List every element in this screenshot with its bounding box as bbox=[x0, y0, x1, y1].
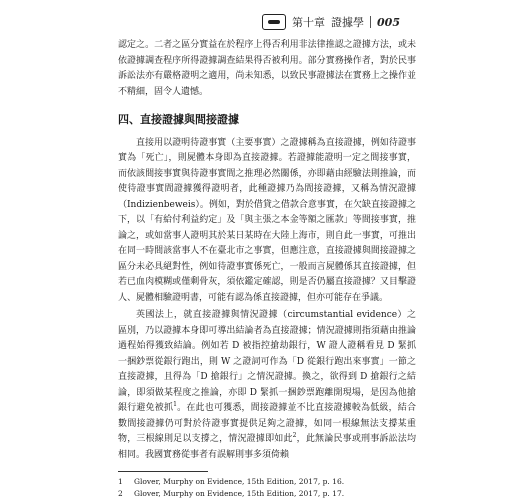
chapter-label: 第十章 bbox=[292, 16, 326, 29]
chapter-title: 證據學 bbox=[331, 16, 365, 29]
chapter-badge-icon bbox=[262, 14, 286, 30]
page-number: 005 bbox=[377, 15, 400, 29]
footnote-number: 2 bbox=[118, 489, 123, 498]
paragraph-3-text-b: 。在此也可獲悉，間接證據並不比直接證據較為低級，結合數間接證據仍可對於待證事實提供足夠之證據，如同一根線無法支撐某重物，三根線則足以支撐之，情況證據即如此 bbox=[118, 403, 416, 444]
footnote-divider bbox=[118, 471, 208, 472]
footnote-text: Glover, Murphy on Evidence, 15th Edition, 2017, p. 16. bbox=[134, 477, 345, 486]
footnote-1 bbox=[118, 476, 416, 488]
paragraph-3 bbox=[118, 308, 416, 463]
footnote-ref-1[interactable]: 1 bbox=[173, 401, 177, 408]
page-body bbox=[118, 38, 416, 500]
paragraph-1: 認定之。二者之區分實益在於程序上得否利用非法律推認之證據方法，或未依證據調查程序所得證據調查結果得否被利用。部分實務操作者，對於民事訴訟法亦有嚴格證明之適用，尚未知悉，以致民事證據法在實務上之操作並不精細，固令人遺憾。 bbox=[118, 40, 416, 97]
footnote-number: 1 bbox=[118, 477, 123, 486]
section-heading: 四、直接證據與間接證據 bbox=[118, 113, 239, 126]
paragraph-3-text-a: 英國法上，就直接證據與情況證據（circumstantial evidence）之區別，乃以證據本身即可導出結論者為直接證據；情況證據則指須藉由推論過程始得獲致結論。例如若 D 被指控搶劫銀行，W 證人證稱看見 D 緊抓一捆鈔票從銀行跑出，則 W 之證詞可作為「D 從銀行跑出來事實」一節之直接證據，且得為「D 搶銀行」之情況證據。換之，欲得到 D 搶銀行之結論，即須做某程度之推論，亦即 D 緊抓一捆鈔票跑離開現場，是因為他搶銀行避免被抓 bbox=[118, 310, 416, 413]
footnote-ref-2[interactable]: 2 bbox=[292, 432, 297, 439]
running-header bbox=[262, 14, 400, 30]
footnote-text: Glover, Murphy on Evidence, 15th Edition, 2017, p. 17. bbox=[134, 489, 345, 498]
footnote-2 bbox=[118, 488, 416, 500]
header-separator bbox=[370, 16, 371, 28]
paragraph-3-text-c: ，此無論民事或刑事訴訟法均相同。我國實務從事者有誤解則事多須倚賴 bbox=[118, 434, 416, 460]
paragraph-2: 直接用以證明待證事實（主要事實）之證據稱為直接證據，例如待證事實為「死亡」，則屍體本身即為直接證據。若證據能證明一定之間接事實，而依該間接事實與待證事實間之推理必然關係，亦即藉由經驗法則推論，而使待證事實間證據獲得證明者，此種證據乃為間接證據，又稱為情況證據（Indizienbeweis）。例如，對於借貸之借款合意事實，在欠缺直接證據之下，以「有給付利益約定」及「與主張之本金等額之匯款」等間接事實，推論之，或如當事人證明其於某日某時在大陸上海市，則自此一事實，可推出在同一時間該當事人不在臺北市之事實，但應注意，直接證據與間接證據之區分未必具絕對性，例如待證事實係死亡，一般而言屍體係其直接證據，但若已血肉模糊或僅剩骨灰，須依鑑定確認，則是否仍屬直接證據？又目擊證人、屍體相驗證明書，可能有認為係直接證據，但亦可能存在爭議。 bbox=[118, 137, 416, 303]
